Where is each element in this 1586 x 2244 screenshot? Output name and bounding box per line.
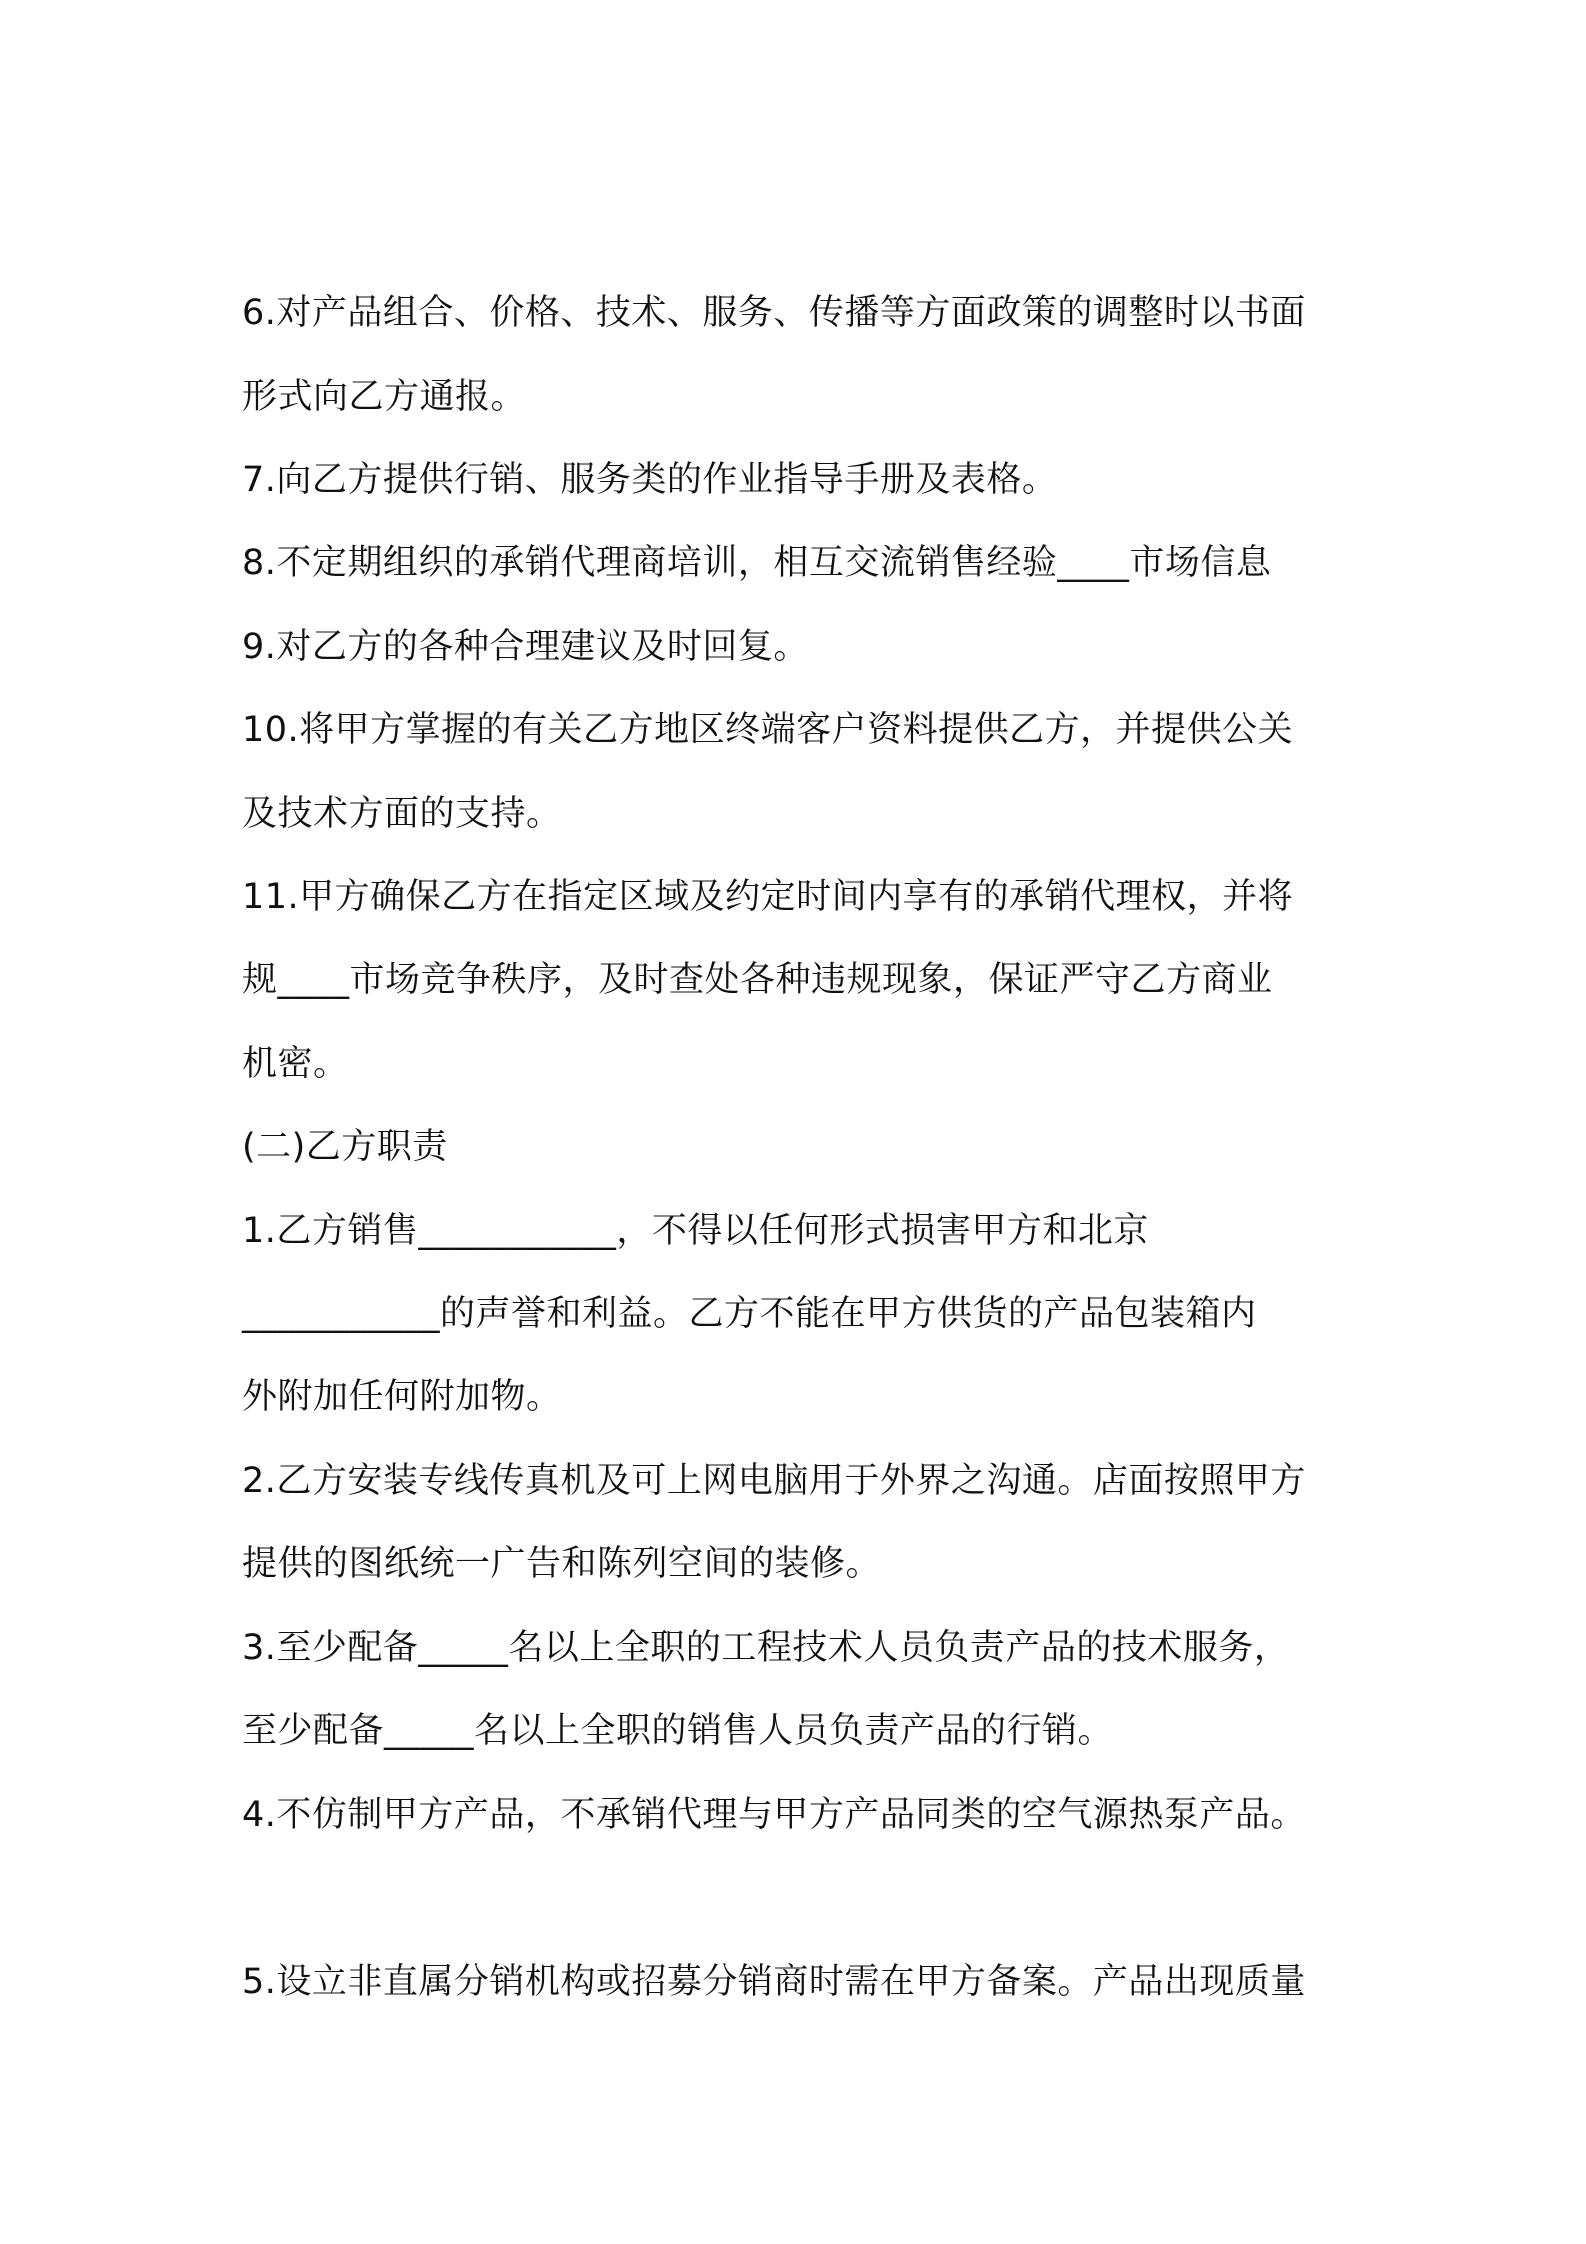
text-line: 3.至少配备_____名以上全职的工程技术人员负责产品的技术服务， [242, 1628, 1290, 1668]
text-line: 6.对产品组合、价格、技术、服务、传播等方面政策的调整时以书面 [242, 293, 1306, 333]
text-line: 及技术方面的支持。 [242, 794, 562, 834]
text-line: 4.不仿制甲方产品，不承销代理与甲方产品同类的空气源热泵产品。 [242, 1795, 1306, 1835]
text-line: 11.甲方确保乙方在指定区域及约定时间内享有的承销代理权，并将 [242, 877, 1294, 917]
section-heading: (二)乙方职责 [242, 1127, 448, 1167]
text-line: 规____市场竞争秩序，及时查处各种违规现象，保证严守乙方商业 [242, 960, 1273, 1000]
text-line: 提供的图纸统一广告和陈列空间的装修。 [242, 1544, 882, 1584]
text-line: 10.将甲方掌握的有关乙方地区终端客户资料提供乙方，并提供公关 [242, 710, 1294, 750]
text-line: 1.乙方销售___________，不得以任何形式损害甲方和北京 [242, 1211, 1149, 1251]
text-line: 外附加任何附加物。 [242, 1377, 562, 1417]
text-line: 形式向乙方通报。 [242, 377, 527, 417]
text-line: 8.不定期组织的承销代理商培训，相互交流销售经验____市场信息 [242, 543, 1272, 583]
text-line: 机密。 [242, 1044, 349, 1084]
text-line: 9.对乙方的各种合理建议及时回复。 [242, 627, 809, 667]
text-line: 5.设立非直属分销机构或招募分销商时需在甲方备案。产品出现质量 [242, 1962, 1306, 2002]
text-line: 2.乙方安装专线传真机及可上网电脑用于外界之沟通。店面按照甲方 [242, 1461, 1306, 1501]
text-line: ___________的声誉和利益。乙方不能在甲方供货的产品包装箱内 [242, 1294, 1257, 1334]
text-line: 至少配备_____名以上全职的销售人员负责产品的行销。 [242, 1711, 1114, 1751]
text-line: 7.向乙方提供行销、服务类的作业指导手册及表格。 [242, 460, 1058, 500]
